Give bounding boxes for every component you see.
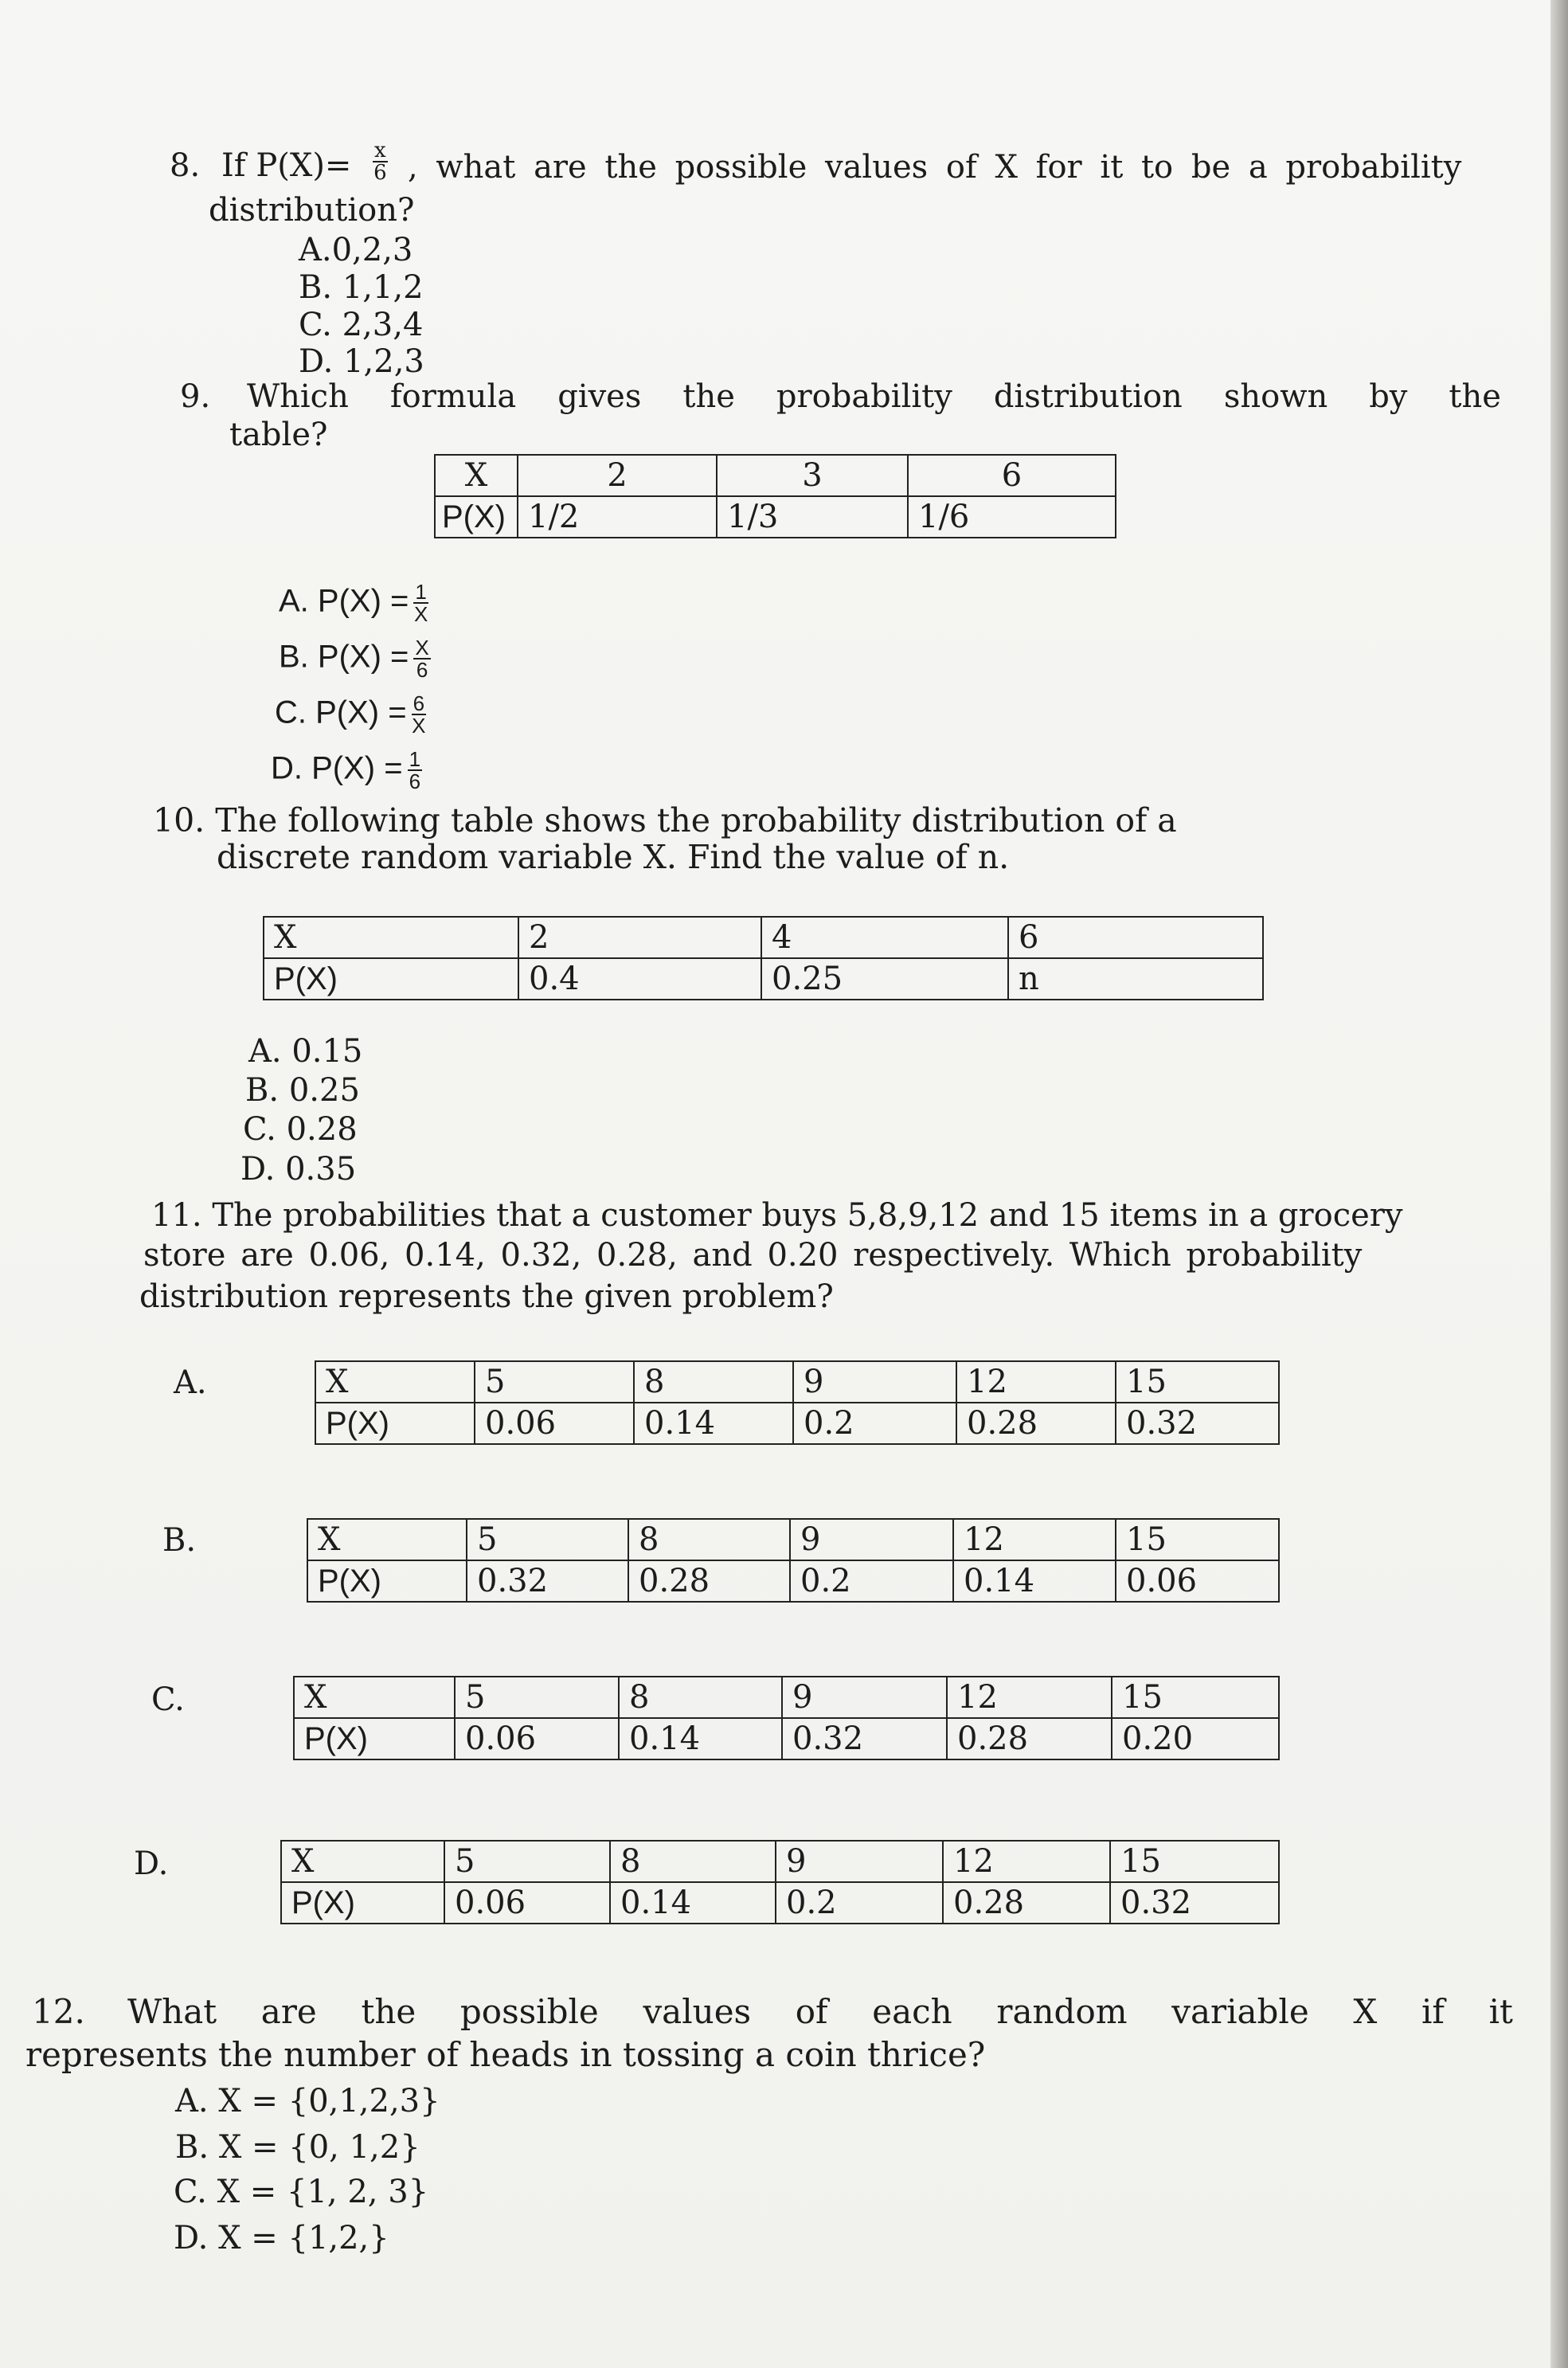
q11-option-c-letter[interactable]: C. xyxy=(151,1681,185,1718)
table-cell: 0.28 xyxy=(947,1718,1112,1759)
table-cell: 2 xyxy=(518,455,717,496)
q11-option-d-table[interactable] xyxy=(280,1840,1280,1924)
table-cell: 15 xyxy=(1110,1841,1279,1882)
q8-stem-end: , what are the possible values of X for it to be a probability xyxy=(408,149,1462,186)
table-cell: 1/3 xyxy=(717,496,908,538)
table-cell: 0.2 xyxy=(793,1403,956,1444)
table-header-x: X xyxy=(264,917,518,958)
q9-a-den: X xyxy=(413,602,428,626)
q8-choice-c[interactable]: C. 2,3,4 xyxy=(299,307,424,343)
table-cell: 0.32 xyxy=(1110,1882,1279,1924)
table-cell: 6 xyxy=(1008,917,1263,958)
q9-word: distribution xyxy=(993,378,1183,415)
q8-choice-d[interactable]: D. 1,2,3 xyxy=(299,343,424,380)
q9-choice-c[interactable] xyxy=(275,693,426,736)
q9-word: the xyxy=(682,378,735,415)
q10-choice-d[interactable]: D. 0.35 xyxy=(240,1151,357,1188)
q11-option-b-table[interactable] xyxy=(307,1518,1280,1603)
q12-word: the xyxy=(361,1992,416,2031)
q12-choice-a[interactable]: A. X = {0,1,2,3} xyxy=(175,2083,440,2119)
table-cell: 0.14 xyxy=(634,1403,793,1444)
q11-option-a-table[interactable] xyxy=(315,1360,1280,1445)
table-row xyxy=(281,1841,1279,1882)
q10-choice-b[interactable]: B. 0.25 xyxy=(245,1072,360,1109)
q9-b-den: 6 xyxy=(416,658,428,682)
q9-b-num: X xyxy=(415,636,429,660)
table-header-px: P(X) xyxy=(281,1882,444,1924)
table-cell: 0.06 xyxy=(475,1403,634,1444)
q8-stem-continued: distribution? xyxy=(209,192,415,229)
table-header-px: P(X) xyxy=(435,496,518,538)
q9-choice-d[interactable] xyxy=(271,749,422,792)
q9-stem-continued: table? xyxy=(229,417,328,453)
table-cell: 6 xyxy=(908,455,1116,496)
table-cell: 9 xyxy=(782,1677,947,1718)
table-header-x: X xyxy=(315,1361,475,1403)
q11-option-c-table[interactable] xyxy=(293,1676,1280,1760)
q12-word: are xyxy=(260,1992,317,2031)
q12-word: possible xyxy=(459,1992,599,2031)
table-row xyxy=(264,958,1263,1000)
q8-number: 8. xyxy=(170,147,201,184)
q12-word: it xyxy=(1488,1992,1513,2031)
q8-stem-start: If P(X)= xyxy=(221,147,352,184)
q9-choice-b-label: B. P(X) = xyxy=(279,639,409,675)
table-cell: 3 xyxy=(717,455,908,496)
q12-word: What xyxy=(127,1992,217,2031)
table-cell: 0.28 xyxy=(943,1882,1110,1924)
table-header-px: P(X) xyxy=(294,1718,455,1759)
q9-word: formula xyxy=(389,378,517,415)
table-row xyxy=(281,1882,1279,1924)
q9-c-num: 6 xyxy=(413,691,425,715)
q8-frac-num: x xyxy=(374,139,386,162)
page-edge-shadow xyxy=(1550,0,1568,2368)
table-cell: 15 xyxy=(1112,1677,1279,1718)
table-cell: 0.06 xyxy=(455,1718,619,1759)
table-row xyxy=(264,917,1263,958)
table-row xyxy=(294,1677,1279,1718)
table-cell: 0.25 xyxy=(761,958,1008,1000)
table-cell: 12 xyxy=(953,1519,1116,1560)
table-cell: 12 xyxy=(947,1677,1112,1718)
q8-choice-b[interactable]: B. 1,1,2 xyxy=(299,269,424,306)
table-cell: 0.28 xyxy=(956,1403,1116,1444)
q9-choice-b[interactable] xyxy=(279,637,431,680)
q10-choice-c[interactable]: C. 0.28 xyxy=(243,1111,358,1148)
table-cell: 12 xyxy=(943,1841,1110,1882)
q9-word: shown xyxy=(1223,378,1328,415)
q11-option-d-letter[interactable]: D. xyxy=(134,1845,169,1882)
q11-option-a-letter[interactable]: A. xyxy=(174,1364,207,1401)
q9-choice-d-label: D. P(X) = xyxy=(271,750,403,786)
q12-word: values xyxy=(643,1992,752,2031)
q12-choice-c[interactable]: C. X = {1, 2, 3} xyxy=(174,2174,429,2210)
q9-a-num: 1 xyxy=(415,580,427,604)
q9-stem-line1 xyxy=(247,378,1501,416)
table-row xyxy=(307,1560,1279,1602)
q9-choice-a[interactable] xyxy=(279,581,428,624)
table-cell: 0.4 xyxy=(518,958,761,1000)
table-cell: 8 xyxy=(628,1519,790,1560)
q12-word: if xyxy=(1421,1992,1445,2031)
q11-stem-line1: 11. The probabilities that a customer buys 5,8,9,12 and 15 items in a grocery xyxy=(151,1197,1403,1234)
q10-stem-line2: discrete random variable X. Find the value of n. xyxy=(217,838,1010,876)
table-cell: 0.32 xyxy=(467,1560,628,1602)
table-cell: 0.32 xyxy=(1116,1403,1279,1444)
q11-stem-line3: distribution represents the given problem? xyxy=(139,1278,834,1315)
q11-option-b-letter[interactable]: B. xyxy=(162,1522,197,1559)
table-header-x: X xyxy=(294,1677,455,1718)
table-cell: 15 xyxy=(1116,1361,1279,1403)
q9-word: by xyxy=(1369,378,1408,415)
table-header-px: P(X) xyxy=(264,958,518,1000)
q10-choice-a[interactable]: A. 0.15 xyxy=(248,1033,363,1070)
q12-stem-line2: represents the number of heads in tossing a coin thrice? xyxy=(25,2035,986,2074)
q12-word: of xyxy=(795,1992,828,2031)
table-cell: n xyxy=(1008,958,1263,1000)
q10-distribution-table xyxy=(263,916,1264,1000)
q8-fraction xyxy=(368,140,388,183)
table-cell: 2 xyxy=(518,917,761,958)
q12-choice-d[interactable]: D. X = {1,2,} xyxy=(174,2220,389,2256)
q9-distribution-table xyxy=(434,454,1116,538)
q10-stem-line1: 10. The following table shows the probability distribution of a xyxy=(153,801,1177,840)
q12-word: each xyxy=(872,1992,952,2031)
table-row xyxy=(435,496,1116,538)
table-row xyxy=(315,1403,1279,1444)
table-row xyxy=(435,455,1116,496)
table-cell: 0.2 xyxy=(776,1882,943,1924)
table-cell: 0.06 xyxy=(1116,1560,1279,1602)
table-cell: 1/6 xyxy=(908,496,1116,538)
table-cell: 0.28 xyxy=(628,1560,790,1602)
table-cell: 0.14 xyxy=(619,1718,782,1759)
table-cell: 9 xyxy=(776,1841,943,1882)
table-header-x: X xyxy=(281,1841,444,1882)
q8-frac-den: 6 xyxy=(373,161,387,185)
q12-word: X xyxy=(1353,1992,1378,2031)
table-cell: 0.20 xyxy=(1112,1718,1279,1759)
q9-word: probability xyxy=(776,378,952,415)
table-cell: 5 xyxy=(444,1841,610,1882)
table-cell: 0.06 xyxy=(444,1882,610,1924)
q9-number: 9. xyxy=(180,378,211,415)
table-cell: 15 xyxy=(1116,1519,1279,1560)
table-row xyxy=(307,1519,1279,1560)
q11-stem-line2: store are 0.06, 0.14, 0.32, 0.28, and 0.20 respectively. Which probability xyxy=(143,1237,1363,1274)
table-header-x: X xyxy=(435,455,518,496)
table-cell: 9 xyxy=(793,1361,956,1403)
table-cell: 5 xyxy=(455,1677,619,1718)
q12-stem-line1 xyxy=(127,1993,1513,2031)
q12-number: 12. xyxy=(32,1992,85,2031)
q9-d-num: 1 xyxy=(409,747,421,771)
table-cell: 0.14 xyxy=(953,1560,1116,1602)
table-row xyxy=(315,1361,1279,1403)
table-cell: 0.2 xyxy=(790,1560,953,1602)
q12-word: variable xyxy=(1171,1992,1309,2031)
q9-c-den: X xyxy=(412,714,426,738)
q12-word: random xyxy=(996,1992,1128,2031)
q9-choice-a-label: A. P(X) = xyxy=(279,583,409,619)
q8-choice-a[interactable]: A.0,2,3 xyxy=(299,232,413,268)
table-cell: 8 xyxy=(610,1841,776,1882)
table-cell: 1/2 xyxy=(518,496,717,538)
table-header-px: P(X) xyxy=(315,1403,475,1444)
q9-d-den: 6 xyxy=(409,769,421,793)
table-cell: 4 xyxy=(761,917,1008,958)
q9-word: gives xyxy=(557,378,642,415)
q12-choice-b[interactable]: B. X = {0, 1,2} xyxy=(175,2129,420,2166)
table-cell: 5 xyxy=(467,1519,628,1560)
table-cell: 12 xyxy=(956,1361,1116,1403)
q9-word: Which xyxy=(247,378,349,415)
table-cell: 5 xyxy=(475,1361,634,1403)
table-header-x: X xyxy=(307,1519,467,1560)
q9-word: the xyxy=(1449,378,1501,415)
table-cell: 9 xyxy=(790,1519,953,1560)
q9-choice-c-label: C. P(X) = xyxy=(275,695,407,730)
table-cell: 0.14 xyxy=(610,1882,776,1924)
table-cell: 8 xyxy=(619,1677,782,1718)
table-cell: 8 xyxy=(634,1361,793,1403)
table-cell: 0.32 xyxy=(782,1718,947,1759)
table-row xyxy=(294,1718,1279,1759)
table-header-px: P(X) xyxy=(307,1560,467,1602)
